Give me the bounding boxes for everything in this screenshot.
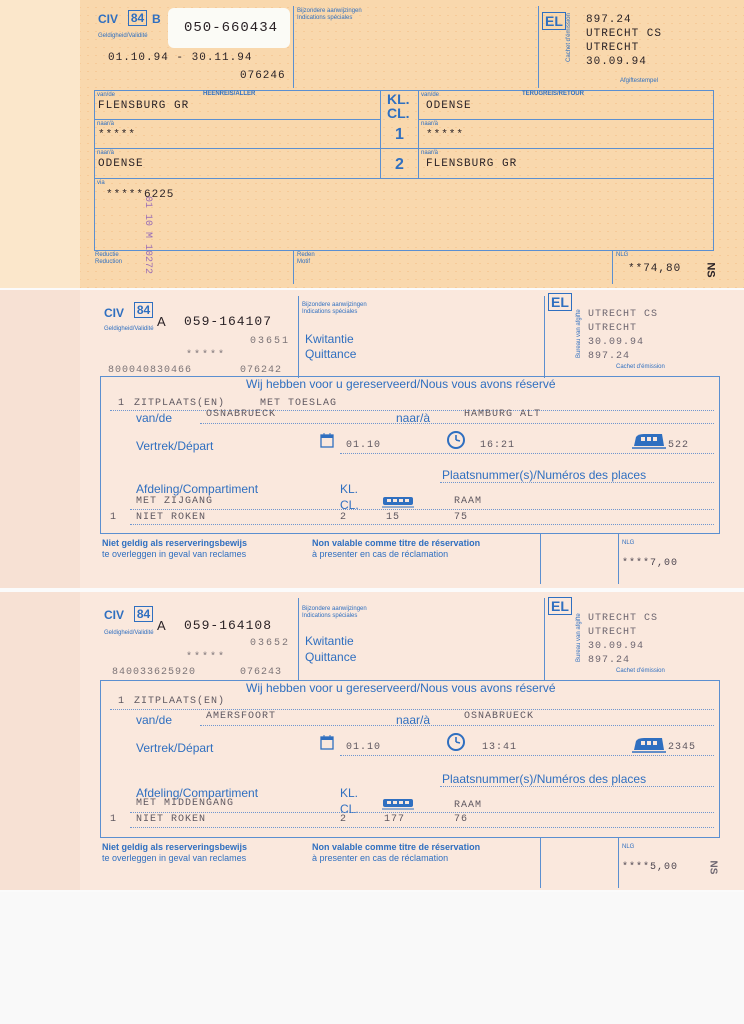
compartment-label: Afdeling/Compartiment [136,786,259,800]
receipt-label-fr: Quittance [305,347,357,361]
to-station: OSNABRUECK [464,711,535,722]
not-valid-nl: Niet geldig als reserveringsbewijs [102,538,248,548]
office-code: 03651 [250,336,291,347]
from-station: AMERSFOORT [206,711,277,722]
reduction-label-nl: Reductie [95,252,119,258]
scan-background [0,892,744,1024]
dotted-line [440,482,714,483]
price: ****5,00 [622,862,679,873]
dotted-line [340,453,714,454]
reservation-ticket [0,290,744,588]
cl-label: CL. [340,498,359,512]
divider [540,838,541,888]
seat-type: ZITPLAATS(EN) [134,696,226,707]
smoking-type: NIET ROKEN [136,814,207,825]
return-header: TERUGREIS/RETOUR [522,91,584,97]
special-label-nl: Bijzondere aanwijzingen [297,8,362,14]
serial-number: 076246 [240,70,286,82]
receipt-label-nl: Kwitantie [305,332,354,346]
divider [612,250,613,284]
seats-header: Plaatsnummer(s)/Numéros des places [442,772,647,786]
clock-icon [446,732,466,752]
cachet-label: Cachet d'émission [616,668,665,674]
naar-label: naar/à [396,411,431,425]
price: **74,80 [628,263,682,275]
dotted-line [200,423,714,424]
cachet-label: Cachet d'émission [616,364,665,370]
tariff-box: 84 [128,10,147,26]
naar-label: naar/à [421,150,439,156]
issue-line: 30.09.94 [588,337,645,348]
reason-label-fr: Motif [297,259,311,265]
series-letter: B [152,12,161,26]
issue-line: UTRECHT [588,323,638,334]
class-2: 2 [395,156,404,173]
serial-number: 076242 [240,365,283,376]
ticket-stub [0,0,80,288]
tariff-box: 84 [134,606,153,622]
issue-line: 897.24 [588,351,631,362]
not-valid-nl-2: te overleggen in geval van reclames [102,549,247,559]
seat-number: 75 [454,512,469,523]
divider [298,598,299,680]
ticket-stub [0,290,80,588]
ns-mark: NS [704,262,717,278]
price: ****7,00 [622,558,679,569]
seats-header: Plaatsnummer(s)/Numéros des places [442,468,647,482]
class-value: 2 [340,512,348,523]
reference: 800040830466 [108,365,193,376]
cl-label: CL. [387,105,410,121]
naar-label: naar/à [396,713,431,727]
comp-count: 1 [110,512,118,523]
calendar-icon [320,432,334,448]
currency-label: NLG [622,844,635,850]
office-code: 03652 [250,638,291,649]
naar-label: naar/à [421,121,439,127]
civ-label: CIV [104,608,125,622]
issue-stamp [588,308,658,364]
compartment-type: MET ZIJGANG [136,496,214,507]
ticket-number: 059-164107 [184,314,273,329]
special-label-fr: Indications spéciales [302,309,358,315]
divider [293,6,294,88]
kl-label: KL. [340,482,359,496]
issue-line: 897.24 [586,14,632,26]
issue-line: 897.24 [588,655,631,666]
divider [94,148,713,149]
special-label-nl: Bijzondere aanwijzingen [302,302,367,308]
smoking-type: NIET ROKEN [136,512,207,523]
divider [540,534,541,584]
dotted-line [130,827,714,828]
civ-label: CIV [98,12,119,26]
divider [418,90,419,178]
divider [538,6,539,88]
car-number: 15 [386,512,401,523]
issue-line: UTRECHT CS [586,28,663,40]
car-number: 177 [384,814,406,825]
validity-label: Geldigheid/Validité [104,630,154,636]
series-letter: A [157,314,166,329]
dotted-line [440,786,714,787]
dotted-line [110,709,714,710]
departure-label: Vertrek/Départ [136,741,214,755]
out-via: ***** [98,129,137,141]
issue-line: UTRECHT [586,42,640,54]
stars: ***** [186,350,227,361]
tariff-box: 84 [134,302,153,318]
receipt-label-fr: Quittance [305,650,357,664]
serial-number: 076243 [240,667,283,678]
validity-label: Geldigheid/Validité [98,33,148,39]
issue-stamp [586,13,662,69]
cl-label: CL. [340,802,359,816]
class-1: 1 [395,126,404,143]
currency-label: NLG [622,540,635,546]
validity-label: Geldigheid/Validité [104,326,154,332]
out-to: ODENSE [98,158,144,170]
class-value: 2 [340,814,348,825]
validity-dates: 01.10.94 - 30.11.94 [108,52,253,64]
issue-line: 30.09.94 [588,641,645,652]
not-valid-fr-2: à presenter en cas de réclamation [312,853,449,863]
departure-date: 01.10 [346,742,382,753]
ns-mark: NS [707,860,719,875]
divider [94,119,380,120]
train-icon [632,432,666,450]
dotted-line [130,812,714,813]
series-letter: A [157,618,166,633]
reservation-ticket [0,592,744,890]
reference: 840033625920 [112,667,197,678]
outbound-header: HEENREIS/ALLER [203,91,256,97]
van-label: van/de [136,411,173,425]
divider [293,250,294,284]
seat-count: 1 [118,398,126,409]
coach-icon [382,496,414,508]
reserved-header: Wij hebben voor u gereserveerd/Nous vous avons réservé [246,377,556,391]
reason-label-nl: Reden [297,252,315,258]
validation-stamp: 01 10 M 10272 [142,196,153,275]
dotted-line [130,509,714,510]
seat-position: RAAM [454,800,483,811]
issue-line: UTRECHT [588,627,638,638]
special-label-fr: Indications spéciales [302,613,358,619]
issue-line: UTRECHT CS [588,309,659,320]
special-label-fr: Indications spéciales [297,15,353,21]
departure-time: 13:41 [482,742,518,753]
reduction-label-fr: Reduction [95,259,123,265]
seat-type: ZITPLAATS(EN) MET TOESLAG [134,398,338,409]
divider [618,838,619,888]
currency-label: NLG [616,252,629,258]
el-box: EL [542,12,566,30]
departure-time: 16:21 [480,440,516,451]
civ-label: CIV [104,306,125,320]
from-station: OSNABRUECK [206,409,277,420]
divider [618,534,619,584]
issue-line: UTRECHT CS [588,613,659,624]
ret-via: ***** [426,129,465,141]
el-box: EL [548,597,572,615]
ticket-stub [0,592,80,890]
ticket-number: 050-660434 [184,20,279,36]
dotted-line [130,524,714,525]
naar-label: naar/à [97,121,115,127]
issue-label: Cachet d'émission [566,13,572,62]
divider [418,119,713,120]
departure-label: Vertrek/Départ [136,439,214,453]
van-label: van/de [136,713,173,727]
to-station: HAMBURG ALT [464,409,542,420]
compartment-type: MET MIDDENGANG [136,798,235,809]
dotted-line [200,725,714,726]
issue-line: 30.09.94 [586,56,647,68]
train-number: 522 [668,440,690,451]
bureau-label: Bureau van afgifte [576,309,582,358]
divider [94,178,713,179]
issue-stamp [588,612,658,668]
clock-icon [446,430,466,450]
not-valid-nl-2: te overleggen in geval van reclames [102,853,247,863]
train-icon [632,736,666,754]
international-ticket [0,0,744,288]
stamp-label: Afgiftestempel [620,78,659,84]
kl-label: KL. [340,786,359,800]
divider [298,296,299,378]
van-label: van/de [97,92,116,98]
receipt-label-nl: Kwitantie [305,634,354,648]
van-label: van/de [421,92,440,98]
seat-position: RAAM [454,496,483,507]
not-valid-fr: Non valable comme titre de réservation [312,842,481,852]
reserved-header: Wij hebben voor u gereserveerd/Nous vous avons réservé [246,681,556,695]
divider [544,598,545,680]
divider [380,90,381,178]
stars: ***** [186,652,227,663]
bureau-label: Bureau van afgifte [576,613,582,662]
not-valid-fr: Non valable comme titre de réservation [312,538,481,548]
comp-count: 1 [110,814,118,825]
ticket-number: 059-164108 [184,618,273,633]
special-label-nl: Bijzondere aanwijzingen [302,606,367,612]
coach-icon [382,798,414,810]
divider [544,296,545,378]
ret-from: ODENSE [426,100,472,112]
ret-to: FLENSBURG GR [426,158,518,170]
out-from: FLENSBURG GR [98,100,190,112]
seat-count: 1 [118,696,126,707]
compartment-label: Afdeling/Compartiment [136,482,259,496]
train-number: 2345 [668,742,697,753]
via-label: via [97,180,105,186]
not-valid-fr-2: à presenter en cas de réclamation [312,549,449,559]
naar-label: naar/à [97,150,115,156]
seat-number: 76 [454,814,469,825]
departure-date: 01.10 [346,440,382,451]
dotted-line [340,755,714,756]
el-box: EL [548,293,572,311]
calendar-icon [320,734,334,750]
not-valid-nl: Niet geldig als reserveringsbewijs [102,842,248,852]
via-value: *****6225 [106,189,175,201]
kl-label: KL. [387,91,410,107]
